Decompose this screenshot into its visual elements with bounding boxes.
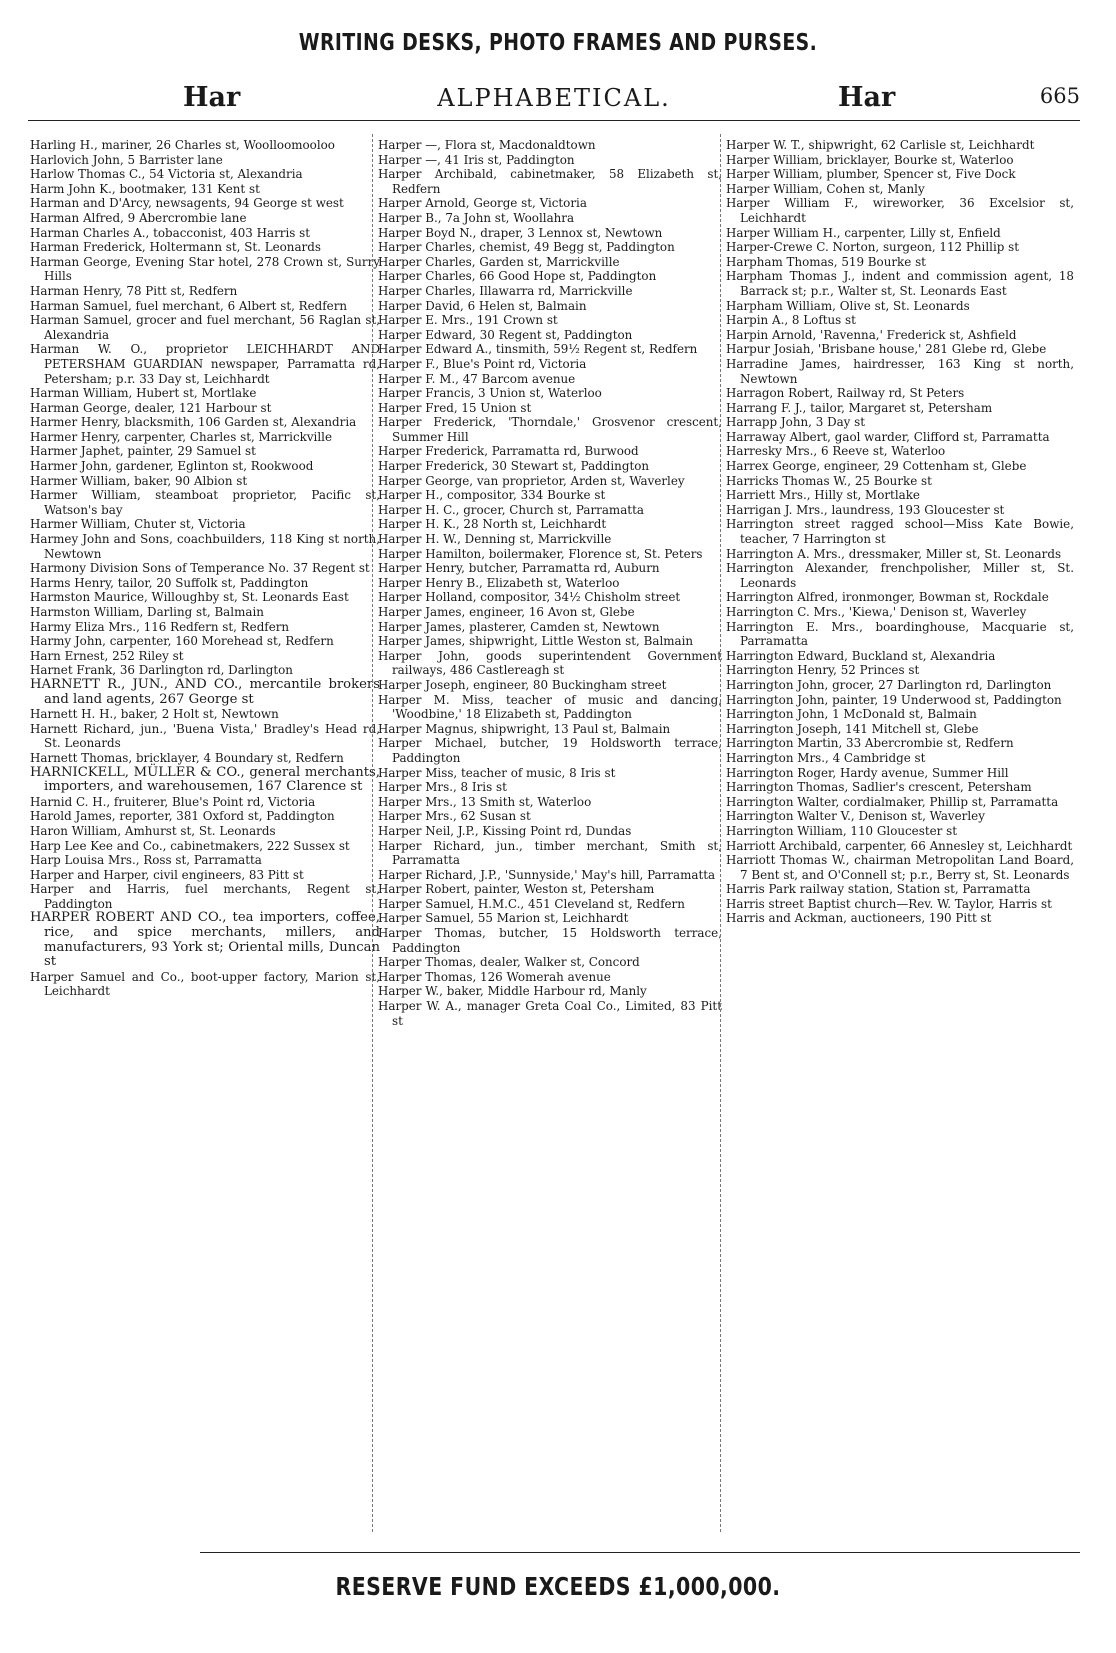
directory-entry: Harper Frederick, 'Thorndale,' Grosvenor crescent, Summer Hill: [378, 415, 722, 444]
directory-entry: Harrex George, engineer, 29 Cottenham st, Glebe: [726, 459, 1027, 474]
directory-entry: Harrington Walter V., Denison st, Waverley: [726, 809, 985, 824]
directory-entry: Harragon Robert, Railway rd, St Peters: [726, 386, 965, 401]
directory-entry: Harper W., baker, Middle Harbour rd, Manly: [378, 984, 647, 999]
directory-entry: Harmer William, baker, 90 Albion st: [30, 473, 248, 488]
directory-entry: Harman Henry, 78 Pitt st, Redfern: [30, 283, 238, 298]
directory-entry: Harriott Thomas W., chairman Metropolitan Land Board, 7 Bent st, and O'Connell st; p.r., Berry st, St. Leonards: [726, 853, 1074, 882]
directory-entry: Harman George, dealer, 121 Harbour st: [30, 400, 272, 415]
directory-entry: Harrington C. Mrs., 'Kiewa,' Denison st, Waverley: [726, 605, 1027, 619]
directory-entry: Harper John, goods superintendent Government railways, 486 Castlereagh st: [378, 648, 722, 678]
directory-entry: Harper Robert, painter, Weston st, Petersham: [378, 882, 655, 897]
directory-entry: Harper Frederick, 30 Stewart st, Paddington: [378, 459, 650, 474]
directory-entry: Harrington Thomas, Sadlier's crescent, Petersham: [726, 780, 1032, 795]
directory-entry: Harper James, engineer, 16 Avon st, Glebe: [378, 605, 635, 619]
page-header: [28, 82, 1080, 118]
directory-entry: Harmer William, steamboat proprietor, Pacific st, Watson's bay: [30, 488, 380, 517]
directory-entry: Harrington William, 110 Gloucester st: [726, 823, 957, 838]
directory-entry: Harman Frederick, Holtermann st, St. Leonards: [30, 240, 321, 255]
directory-entry: Harrington Mrs., 4 Cambridge st: [726, 750, 926, 765]
directory-entry: Harman W. O., proprietor LEICHHARDT AND PETERSHAM GUARDIAN newspaper, Parramatta rd, Petersham; p.r. 33 Day st, Leichhardt: [30, 342, 380, 386]
directory-entry: Harper B., 7a John st, Woollahra: [378, 210, 575, 225]
directory-entry: Harper Richard, jun., timber merchant, Smith st, Parramatta: [378, 838, 722, 868]
directory-entry: Harmer William, Chuter st, Victoria: [30, 517, 246, 532]
directory-entry: Harper H., compositor, 334 Bourke st: [378, 488, 606, 503]
directory-entry: Harper Francis, 3 Union st, Waterloo: [378, 386, 602, 401]
page-number: 665: [1039, 84, 1080, 108]
directory-entry: Harper Mrs., 62 Susan st: [378, 809, 531, 824]
directory-entry: Harper William, Cohen st, Manly: [726, 181, 925, 196]
directory-entry: Harper Joseph, engineer, 80 Buckingham street: [378, 677, 667, 692]
directory-entry: Harper Henry, butcher, Parramatta rd, Auburn: [378, 561, 660, 576]
directory-entry: Harper F., Blue's Point rd, Victoria: [378, 356, 587, 371]
directory-entry: HARPER ROBERT AND CO., tea importers, coffee, rice, and spice merchants, millers, and manufacturers, 93 York st; Oriental mills, Duncan st: [30, 910, 380, 970]
header-rule: [28, 120, 1080, 121]
directory-entry: Harnid C. H., fruiterer, Blue's Point rd, Victoria: [30, 794, 316, 809]
directory-entry: Harrington Walter, cordialmaker, Phillip st, Parramatta: [726, 794, 1059, 809]
directory-entry: Harmer Japhet, painter, 29 Samuel st: [30, 444, 256, 459]
directory-entry: Harper Edward A., tinsmith, 59½ Regent st, Redfern: [378, 342, 698, 357]
directory-entry: Harper Michael, butcher, 19 Holdsworth terrace, Paddington: [378, 736, 722, 765]
directory-entry: Harraway Albert, gaol warder, Clifford st, Parramatta: [726, 429, 1050, 444]
directory-entry: Harper William, plumber, Spencer st, Five Dock: [726, 167, 1016, 182]
directory-entry: Harper Charles, Garden st, Marrickville: [378, 254, 620, 269]
directory-entry: Harper James, shipwright, Little Weston st, Balmain: [378, 634, 694, 649]
directory-entry: Harpur Josiah, 'Brisbane house,' 281 Glebe rd, Glebe: [726, 342, 1047, 357]
directory-entry: Harper Frederick, Parramatta rd, Burwood: [378, 444, 639, 459]
directory-entry: Harmer John, gardener, Eglinton st, Rookwood: [30, 459, 314, 474]
directory-entry: Harper Magnus, shipwright, 13 Paul st, Balmain: [378, 721, 671, 736]
directory-entry: Harper H. W., Denning st, Marrickville: [378, 532, 612, 547]
directory-entry: Harlovich John, 5 Barrister lane: [30, 152, 223, 167]
header-center-title: ALPHABETICAL.: [437, 84, 671, 112]
directory-column-middle: [378, 138, 722, 1538]
directory-entry: Harper Thomas, butcher, 15 Holdsworth terrace, Paddington: [378, 926, 722, 955]
directory-entry: Harpin A., 8 Loftus st: [726, 313, 856, 328]
directory-entry: Harman Samuel, fuel merchant, 6 Albert st, Redfern: [30, 298, 348, 313]
directory-entry: Harper W. T., shipwright, 62 Carlisle st, Leichhardt: [726, 138, 1035, 152]
directory-entry: Harper Fred, 15 Union st: [378, 400, 532, 415]
directory-entry: Harpin Arnold, 'Ravenna,' Frederick st, Ashfield: [726, 327, 1017, 342]
directory-entry: Harper Samuel, 55 Marion st, Leichhardt: [378, 911, 629, 926]
directory-entry: Harp Lee Kee and Co., cabinetmakers, 222 Sussex st: [30, 838, 350, 853]
directory-entry: Harman Alfred, 9 Abercrombie lane: [30, 210, 247, 225]
top-advert-banner: WRITING DESKS, PHOTO FRAMES AND PURSES.: [298, 30, 818, 56]
directory-entry: Harnet Frank, 36 Darlington rd, Darlington: [30, 663, 293, 678]
directory-entry: Harper Henry B., Elizabeth st, Waterloo: [378, 575, 620, 590]
column-divider: [372, 134, 373, 1532]
directory-entry: Harper Arnold, George st, Victoria: [378, 196, 587, 211]
directory-entry: Harrington John, grocer, 27 Darlington rd, Darlington: [726, 677, 1052, 692]
directory-entry: Harrington street ragged school—Miss Kate Bowie, teacher, 7 Harrington st: [726, 517, 1074, 547]
directory-entry: Harper W. A., manager Greta Coal Co., Limited, 83 Pitt st: [378, 999, 722, 1028]
directory-column-right: [726, 138, 1074, 1538]
directory-entry: Harrington Roger, Hardy avenue, Summer Hill: [726, 765, 1009, 780]
directory-entry: Harper Miss, teacher of music, 8 Iris st: [378, 765, 616, 780]
directory-entry: Harper and Harris, fuel merchants, Regent st, Paddington: [30, 882, 380, 911]
directory-entry: Harper —, 41 Iris st, Paddington: [378, 152, 575, 167]
directory-entry: Harris and Ackman, auctioneers, 190 Pitt st: [726, 911, 992, 926]
directory-entry: Harms Henry, tailor, 20 Suffolk st, Paddington: [30, 575, 309, 590]
directory-entry: Harrang F. J., tailor, Margaret st, Petersham: [726, 400, 993, 415]
directory-entry: Harper Samuel, H.M.C., 451 Cleveland st, Redfern: [378, 896, 685, 911]
footer-rule: [200, 1552, 1080, 1553]
directory-entry: Harnett Richard, jun., 'Buena Vista,' Bradley's Head rd, St. Leonards: [30, 721, 380, 751]
directory-entry: Harpham Thomas J., indent and commission agent, 18 Barrack st; p.r., Walter st, St. Leonards East: [726, 269, 1074, 298]
directory-entry: Harper Richard, J.P., 'Sunnyside,' May's hill, Parramatta: [378, 867, 716, 882]
directory-entry: Harman Samuel, grocer and fuel merchant, 56 Raglan st, Alexandria: [30, 313, 380, 342]
directory-entry: Harper Archibald, cabinetmaker, 58 Elizabeth st, Redfern: [378, 167, 722, 196]
directory-entry: Haron William, Amhurst st, St. Leonards: [30, 823, 276, 838]
directory-entry: Harrington Alexander, frenchpolisher, Miller st, St. Leonards: [726, 561, 1074, 590]
directory-entry: Harper Boyd N., draper, 3 Lennox st, Newtown: [378, 225, 663, 240]
column-divider: [720, 134, 721, 1532]
directory-entry: Harpham William, Olive st, St. Leonards: [726, 298, 970, 313]
directory-entry: Harling H., mariner, 26 Charles st, Woolloomooloo: [30, 138, 335, 152]
directory-entry: Harper William H., carpenter, Lilly st, Enfield: [726, 225, 1001, 240]
directory-entry: Harmy Eliza Mrs., 116 Redfern st, Redfern: [30, 619, 290, 634]
directory-entry: Harnett H. H., baker, 2 Holt st, Newtown: [30, 707, 279, 722]
directory-entry: Harrington Martin, 33 Abercrombie st, Redfern: [726, 736, 1014, 751]
header-left-keyword: Har: [183, 82, 241, 113]
directory-entry: Harrington Joseph, 141 Mitchell st, Glebe: [726, 721, 979, 736]
directory-entry: Harmy John, carpenter, 160 Morehead st, Redfern: [30, 634, 334, 649]
directory-entry: Harper David, 6 Helen st, Balmain: [378, 298, 587, 313]
directory-entry: Harper Hamilton, boilermaker, Florence st, St. Peters: [378, 546, 703, 561]
directory-entry: Harrington John, 1 McDonald st, Balmain: [726, 707, 977, 722]
directory-entry: Harper James, plasterer, Camden st, Newtown: [378, 619, 660, 634]
directory-entry: Harper H. K., 28 North st, Leichhardt: [378, 517, 607, 532]
directory-entry: Harper Neil, J.P., Kissing Point rd, Dundas: [378, 823, 632, 838]
bottom-advert-banner: RESERVE FUND EXCEEDS £1,000,000.: [335, 1572, 781, 1601]
directory-entry: HARNETT R., JUN., AND CO., mercantile brokers and land agents, 267 George st: [30, 676, 380, 707]
directory-entry: Harm John K., bootmaker, 131 Kent st: [30, 181, 260, 196]
directory-entry: Harmston William, Darling st, Balmain: [30, 605, 264, 619]
directory-entry: Harper-Crewe C. Norton, surgeon, 112 Phillip st: [726, 240, 1020, 255]
header-right-keyword: Har: [838, 82, 896, 113]
directory-entry: Harpham Thomas, 519 Bourke st: [726, 254, 926, 269]
directory-entry: Harman George, Evening Star hotel, 278 Crown st, Surry Hills: [30, 254, 380, 284]
directory-entry: Harper Mrs., 8 Iris st: [378, 780, 507, 795]
directory-entry: Harmer Henry, blacksmith, 106 Garden st, Alexandria: [30, 415, 357, 430]
directory-entry: Harper Thomas, 126 Womerah avenue: [378, 969, 611, 984]
directory-entry: Harriott Archibald, carpenter, 66 Annesley st, Leichhardt: [726, 838, 1073, 853]
directory-entry: Harman Charles A., tobacconist, 403 Harris st: [30, 225, 311, 240]
directory-entry: Harper Holland, compositor, 34½ Chisholm street: [378, 590, 681, 605]
directory-entry: Harper Mrs., 13 Smith st, Waterloo: [378, 794, 592, 809]
directory-entry: Harper Charles, Illawarra rd, Marrickville: [378, 283, 633, 298]
directory-entry: Harper William F., wireworker, 36 Excelsior st, Leichhardt: [726, 196, 1074, 225]
directory-entry: Harrigan J. Mrs., laundress, 193 Gloucester st: [726, 502, 1005, 517]
directory-entry: Harper E. Mrs., 191 Crown st: [378, 313, 558, 328]
directory-entry: Harper Charles, 66 Good Hope st, Paddington: [378, 269, 657, 284]
directory-entry: Harrington John, painter, 19 Underwood st, Paddington: [726, 692, 1062, 707]
directory-entry: HARNICKELL, MÜLLER & CO., general merchants, importers, and warehousemen, 167 Clarence st: [30, 764, 380, 795]
directory-entry: Harmey John and Sons, coachbuilders, 118 King st north, Newtown: [30, 532, 380, 561]
directory-entry: Harper George, van proprietor, Arden st, Waverley: [378, 473, 685, 488]
directory-entry: Harper Charles, chemist, 49 Begg st, Paddington: [378, 240, 675, 255]
directory-entry: Harrington A. Mrs., dressmaker, Miller st, St. Leonards: [726, 546, 1062, 561]
directory-entry: Harresky Mrs., 6 Reeve st, Waterloo: [726, 444, 946, 459]
directory-entry: Harman William, Hubert st, Mortlake: [30, 386, 257, 401]
directory-entry: Harper Edward, 30 Regent st, Paddington: [378, 327, 633, 342]
directory-entry: Harrington E. Mrs., boardinghouse, Macquarie st, Parramatta: [726, 619, 1074, 649]
directory-entry: Harmony Division Sons of Temperance No. 37 Regent st: [30, 561, 370, 576]
directory-entry: Harn Ernest, 252 Riley st: [30, 648, 184, 663]
directory-entry: Harper F. M., 47 Barcom avenue: [378, 371, 576, 386]
directory-entry: Harp Louisa Mrs., Ross st, Parramatta: [30, 853, 262, 868]
directory-entry: Harper and Harper, civil engineers, 83 Pitt st: [30, 867, 304, 882]
directory-entry: Harper Samuel and Co., boot-upper factory, Marion st, Leichhardt: [30, 969, 380, 999]
directory-entry: Harricks Thomas W., 25 Bourke st: [726, 473, 932, 488]
directory-entry: Harper William, bricklayer, Bourke st, Waterloo: [726, 152, 1014, 167]
directory-entry: Harradine James, hairdresser, 163 King st north, Newtown: [726, 356, 1074, 386]
directory-entry: Harrington Alfred, ironmonger, Bowman st, Rockdale: [726, 590, 1049, 605]
directory-entry: Harris street Baptist church—Rev. W. Taylor, Harris st: [726, 896, 1052, 911]
directory-entry: Harrapp John, 3 Day st: [726, 415, 866, 430]
directory-entry: Harold James, reporter, 381 Oxford st, Paddington: [30, 809, 335, 824]
directory-entry: Harlow Thomas C., 54 Victoria st, Alexandria: [30, 167, 303, 182]
directory-entry: Harnett Thomas, bricklayer, 4 Boundary st, Redfern: [30, 750, 344, 765]
directory-entry: Harriett Mrs., Hilly st, Mortlake: [726, 488, 920, 503]
directory-entry: Harris Park railway station, Station st, Parramatta: [726, 882, 1031, 897]
directory-column-left: [30, 138, 380, 1538]
directory-entry: Harper H. C., grocer, Church st, Parramatta: [378, 502, 644, 517]
directory-entry: Harrington Henry, 52 Princes st: [726, 663, 920, 678]
directory-entry: Harrington Edward, Buckland st, Alexandria: [726, 648, 996, 663]
directory-entry: Harmston Maurice, Willoughby st, St. Leonards East: [30, 590, 349, 605]
directory-entry: Harper —, Flora st, Macdonaldtown: [378, 138, 596, 152]
directory-entry: Harper M. Miss, teacher of music and dancing, 'Woodbine,' 18 Elizabeth st, Paddington: [378, 692, 722, 722]
directory-entry: Harper Thomas, dealer, Walker st, Concord: [378, 955, 640, 970]
directory-entry: Harman and D'Arcy, newsagents, 94 George st west: [30, 196, 344, 211]
directory-entry: Harmer Henry, carpenter, Charles st, Marrickville: [30, 429, 333, 444]
